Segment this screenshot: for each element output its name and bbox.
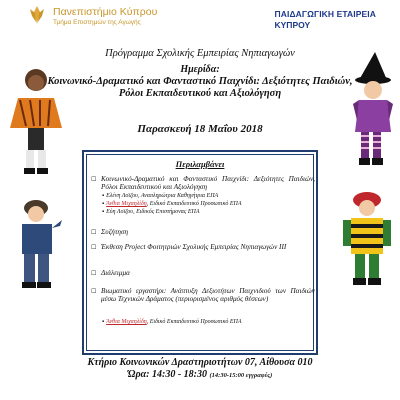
society-name: ΠΑΙΔΑΓΩΓΙΚΗ ΕΤΑΙΡΕΙΑ [274,9,376,19]
time-info [0,369,400,380]
checkbox-bullet-icon: ☐ [91,289,97,295]
day-label: Ημερίδα: [180,64,220,75]
bullet-icon: ▪ [102,209,105,215]
time-note: (14:30-15:00 εγγραφές) [209,372,273,379]
agenda-item: ☐ Κοινωνικό-Δραματικό και Φανταστικό Παιχνίδι: Δεξιότητες Παιδιών, Ρόλοι Εκπαιδευτικού και Αξιολόγηση [91,175,315,192]
event-title-line-1: Κοινωνικό-Δραματικό και Φανταστικό Παιχνίδι: Δεξιότητες Παιδιών, [47,76,353,87]
program-title: Πρόγραμμα Σχολικής Εμπειρίας Νηπιαγωγών [105,48,295,59]
checkbox-bullet-icon: ☐ [91,271,97,277]
checkbox-bullet-icon: ☐ [91,245,97,251]
bullet-icon: ▪ [102,319,105,325]
agenda-item: ☐ Διάλειμμα [91,269,130,277]
university-emblem-icon [27,4,47,26]
checkbox-bullet-icon: ☐ [91,230,97,236]
event-date: Παρασκευή 18 Μαΐου 2018 [137,123,263,135]
speaker-line: ▪ Άνθια Μιχαηλίδη, Ειδικό Εκπαιδευτικό Προσωπικό ΕΠΑ [102,201,242,207]
contents-title: Περιλαμβάνει [175,159,225,169]
university-logo [27,4,157,27]
department-name: Τμήμα Επιστημών της Αγωγής [53,19,141,26]
agenda-item: ☐ Βιωματικό εργαστήρι: Ανάπτυξη Δεξιοτήτων Παιχνιδιού των Παιδιών μέσω Τεχνικών Δράματος (περιορισμένος αριθμός θέσεων) [91,287,315,304]
time-main: Ώρα: 14:30 - 18:30 [127,369,207,380]
speaker-line: ▪ Άνθια Μιχαηλίδη, Ειδικό Εκπαιδευτικό Προσωπικό ΕΠΑ [102,319,242,325]
location: Κτήριο Κοινωνικών Δραστηριοτήτων 07, Αίθουσα 010 [87,357,313,368]
society-country: ΚΥΠΡΟΥ [274,20,311,30]
speaker-line: ▪ Ελένη Λοϊζου, Αναπληρώτρια Καθηγήτρια ΕΠΑ [102,193,219,199]
child-bee-costume-image [343,190,395,292]
bullet-icon: ▪ [102,193,105,199]
agenda-item: ☐ Συζήτηση [91,228,129,236]
child-pilot-costume-image [14,198,64,290]
speaker-line: ▪ Εύη Λοϊζου, Ειδικός Επιστήμονας ΕΠΑ [102,209,200,215]
checkbox-bullet-icon: ☐ [91,177,97,183]
child-witch-costume-image [6,66,66,176]
bullet-icon: ▪ [102,201,105,207]
contents-box [82,150,318,355]
society-logo [275,9,377,31]
child-witch-hat-costume-image [345,52,395,172]
event-title-line-2: Ρόλοι Εκπαιδευτικού και Αξιολόγηση [118,88,282,99]
university-name: Πανεπιστήμιο Κύπρου [53,6,158,18]
agenda-item: ☐ Έκθεση Project Φοιτητριών Σχολικής Εμπειρίας Νηπιαγωγών ΙΙΙ [91,243,287,251]
